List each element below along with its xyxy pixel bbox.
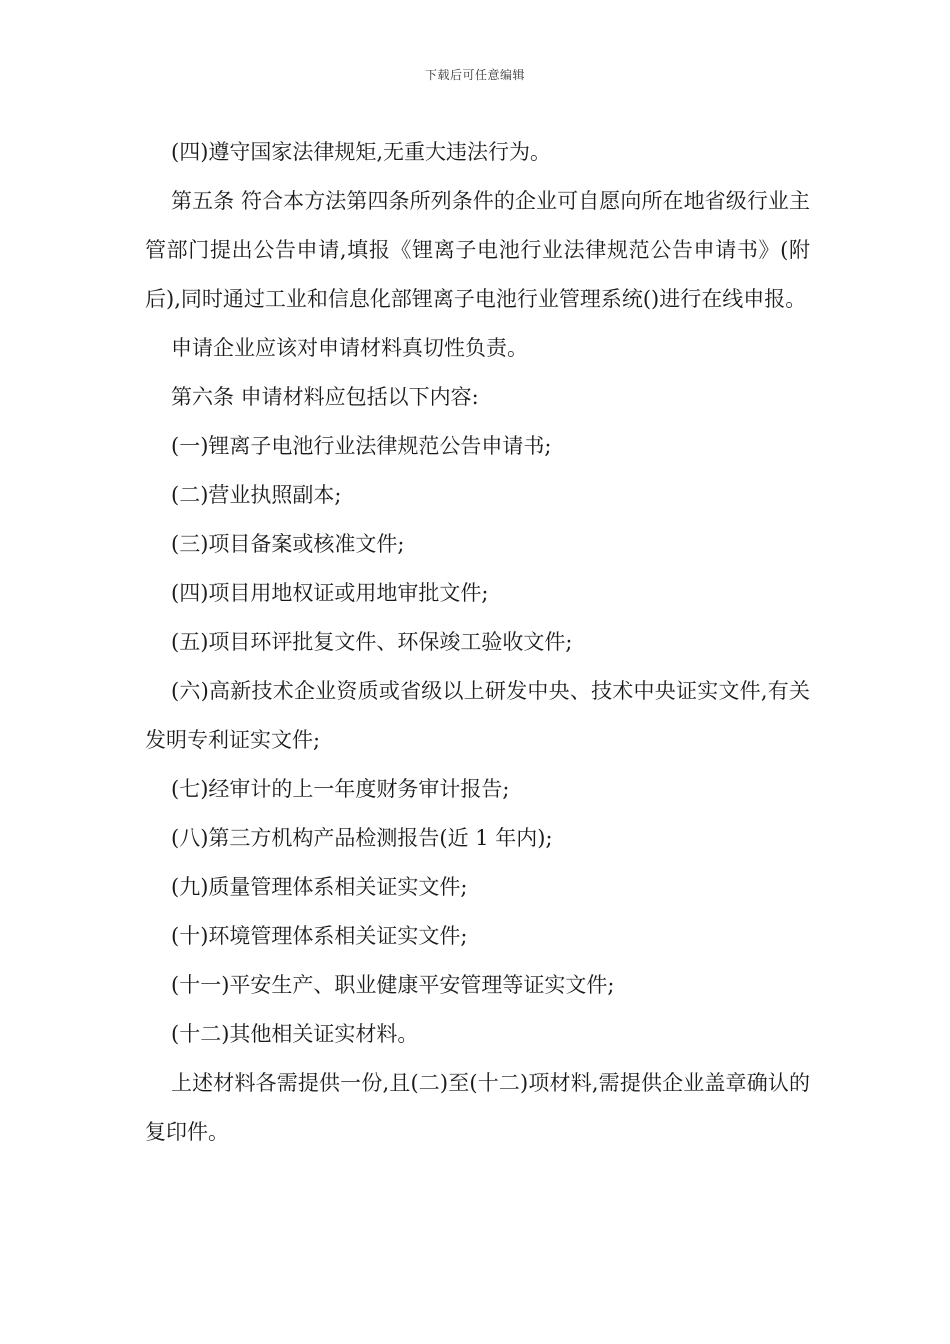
paragraph: 第五条 符合本方法第四条所列条件的企业可自愿向所在地省级行业主管部门提出公告申请,填报《锂离子电池行业法律规范公告申请书》(附后),同时通过工业和信息化部锂离子电池行业管理系统()进行在线申报。 — [145, 189, 810, 311]
list-item: (四)项目用地权证或用地审批文件; — [171, 581, 489, 605]
list-item: (十一)平安生产、职业健康平安管理等证实文件; — [171, 973, 615, 997]
paragraph: 申请企业应该对申请材料真切性负责。 — [171, 336, 528, 360]
document-body — [145, 128, 810, 1157]
list-item: (九)质量管理体系相关证实文件; — [171, 875, 468, 899]
list-item: (六)高新技术企业资质或省级以上研发中央、技术中央证实文件,有关发明专利证实文件; — [145, 679, 810, 752]
paragraph: (四)遵守国家法律规矩,无重大违法行为。 — [171, 140, 552, 164]
list-item: (八)第三方机构产品检测报告(近 1 年内); — [171, 826, 553, 850]
list-item: (五)项目环评批复文件、环保竣工验收文件; — [171, 630, 573, 654]
list-item: (三)项目备案或核准文件; — [171, 532, 405, 556]
list-item: (十二)其他相关证实材料。 — [171, 1022, 419, 1046]
list-item: (二)营业执照副本; — [171, 483, 342, 507]
list-item: (一)锂离子电池行业法律规范公告申请书; — [171, 434, 552, 458]
paragraph: 上述材料各需提供一份,且(二)至(十二)项材料,需提供企业盖章确认的复印件。 — [145, 1071, 810, 1144]
paragraph: 第六条 申请材料应包括以下内容: — [171, 385, 479, 409]
list-item: (十)环境管理体系相关证实文件; — [171, 924, 468, 948]
list-item: (七)经审计的上一年度财务审计报告; — [171, 777, 510, 801]
page-header: 下载后可任意编辑 — [424, 68, 525, 82]
